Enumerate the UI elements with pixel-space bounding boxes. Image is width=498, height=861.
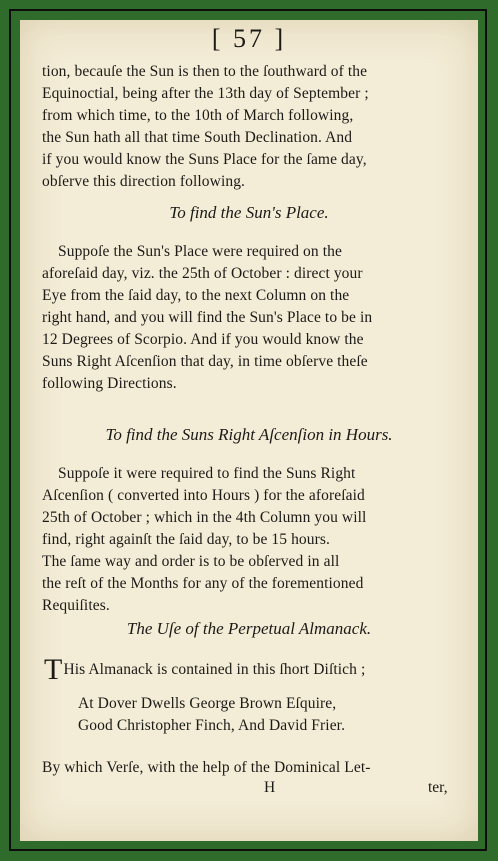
para2-line: 12 Degrees of Scorpio. And if you would know the	[42, 331, 364, 348]
para2-line: right hand, and you will find the Sun's Place to be in	[42, 309, 373, 326]
distich-line-2: Good Christopher Finch, And David Frier.	[78, 717, 346, 734]
distich-intro	[44, 653, 366, 686]
para3-line: Aſcenſion ( converted into Hours ) for the aforeſaid	[42, 487, 365, 504]
distich-intro-text: His Almanack is contained in this ſhort Diſtich ;	[63, 661, 366, 678]
para1-line: the Sun hath all that time South Declination. And	[42, 129, 353, 146]
para2-line: Eye from the ſaid day, to the next Column on the	[42, 287, 350, 304]
para3-line: the reſt of the Months for any of the forementioned	[42, 575, 364, 592]
para1-line: tion, becauſe the Sun is then to the ſouthward of the	[42, 63, 368, 80]
para1-line: from which time, to the 10th of March following,	[42, 107, 354, 124]
para2-line: Suns Right Aſcenſion that day, in time obſerve theſe	[42, 353, 368, 370]
para2-line: aforeſaid day, viz. the 25th of October : direct your	[42, 265, 363, 282]
heading-suns-place: To find the Sun's Place.	[169, 203, 329, 222]
para3-line: Suppoſe it were required to find the Suns Right	[58, 465, 356, 482]
drop-cap: T	[44, 653, 63, 686]
book-page	[20, 20, 478, 841]
heading-perpetual-almanack: The Uſe of the Perpetual Almanack.	[126, 619, 372, 638]
para1-line: obſerve this direction following.	[42, 173, 246, 190]
para3-line: Requiſites.	[42, 597, 110, 614]
para3-line: The ſame way and order is to be obſerved in all	[42, 553, 340, 570]
catchword: ter,	[428, 779, 448, 796]
closing-line: By which Verſe, with the help of the Dominical Let-	[42, 759, 371, 776]
para2-line: following Directions.	[42, 375, 177, 392]
para1-line: if you would know the Suns Place for the ſame day,	[42, 151, 367, 168]
signature-mark: H	[264, 779, 276, 796]
page-number: [ 57 ]	[211, 24, 287, 53]
heading-right-ascension: To find the Suns Right Aſcenſion in Hours.	[105, 425, 393, 444]
para1-line: Equinoctial, being after the 13th day of September ;	[42, 85, 369, 102]
para2-line: Suppoſe the Sun's Place were required on the	[58, 243, 342, 260]
para3-line: 25th of October ; which in the 4th Column you will	[42, 509, 367, 526]
para3-line: find, right againſt the ſaid day, to be 15 hours.	[42, 531, 331, 548]
distich-line-1: At Dover Dwells George Brown Eſquire,	[78, 695, 337, 712]
